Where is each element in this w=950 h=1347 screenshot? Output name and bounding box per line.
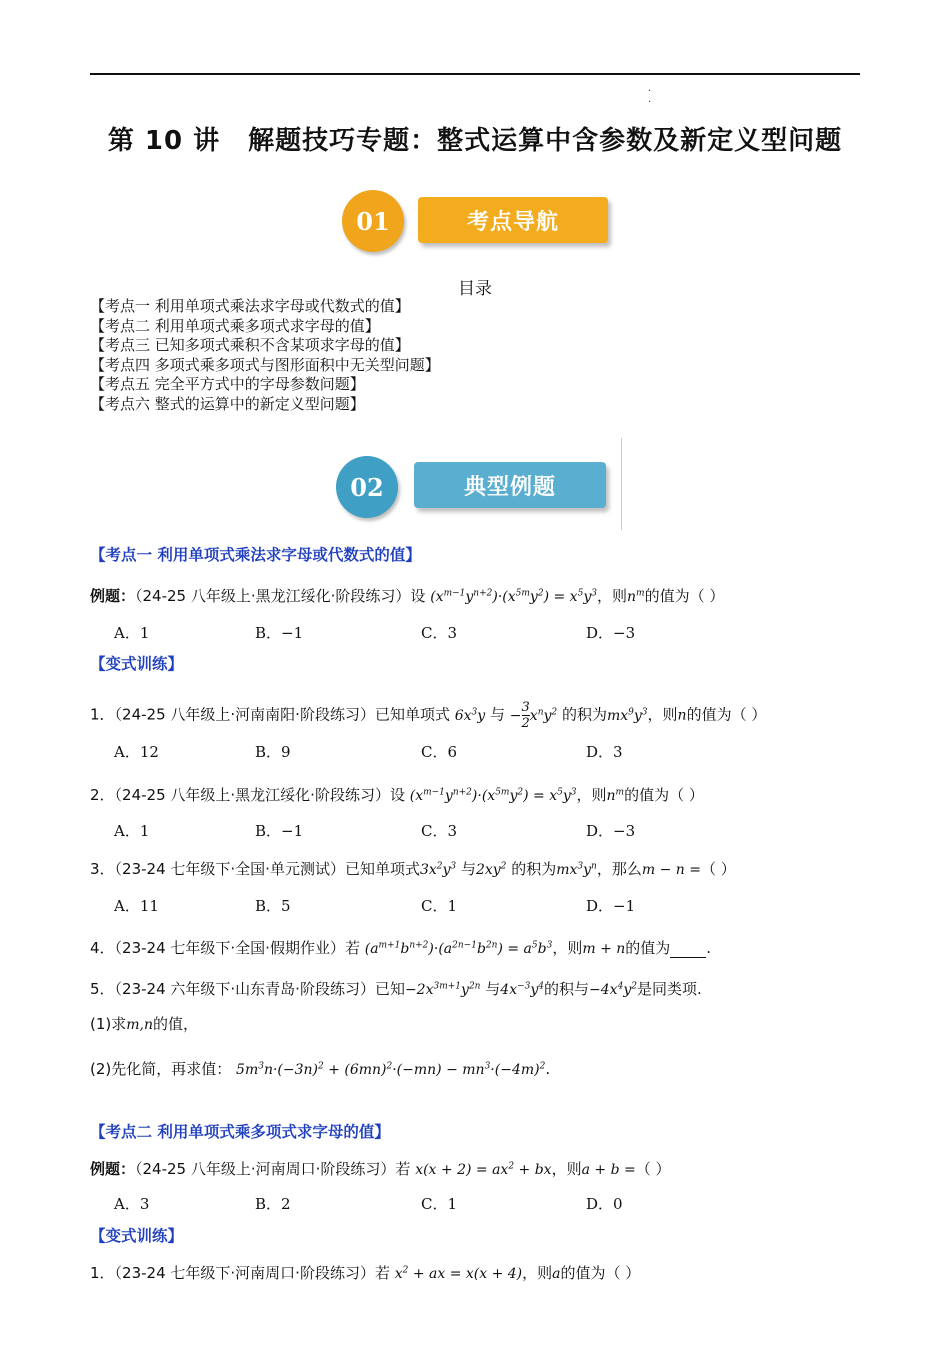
question-5 xyxy=(90,978,702,999)
math-expression: m + n xyxy=(582,941,626,957)
math-expression: $(a^{m+1}b^{n+2})\cdot(a^{2n-1}b^{2n}) = a^5b^3$ xyxy=(364,940,553,957)
math-expression: n xyxy=(677,707,687,724)
text-fragment: . xyxy=(706,939,712,957)
text-fragment: ，则 xyxy=(596,587,627,605)
option-a[interactable]: A．12 xyxy=(114,743,159,761)
text-fragment: 的值为（ ） xyxy=(624,786,704,804)
math-expression: a + b = xyxy=(581,1162,636,1178)
toc-item[interactable]: 【考点一 利用单项式乘法求字母或代数式的值】 xyxy=(90,297,410,315)
text-fragment: 的值为 xyxy=(625,939,671,957)
top-rule xyxy=(90,73,860,75)
option-d[interactable]: D．0 xyxy=(586,1195,623,1213)
math-expression: $n^m$ xyxy=(626,588,645,605)
toc-item[interactable]: 【考点五 完全平方式中的字母参数问题】 xyxy=(90,375,365,393)
option-c[interactable]: C．1 xyxy=(421,1195,458,1213)
math-expression: m − n = xyxy=(641,862,701,878)
toc-item[interactable]: 【考点四 多项式乘多项式与图形面积中无关型问题】 xyxy=(90,355,440,374)
page-title xyxy=(0,120,950,157)
math-expression: $3x^2y^3$ xyxy=(419,861,457,878)
option-b[interactable]: B．2 xyxy=(255,1195,291,1213)
math-expression: $mx^3y^n$ xyxy=(556,861,597,878)
option-a[interactable]: A．11 xyxy=(114,897,159,915)
question-number: 1． xyxy=(90,705,115,724)
practice-heading: 【变式训练】 xyxy=(90,655,184,673)
option-a[interactable]: A．3 xyxy=(114,1195,150,1213)
question-1 xyxy=(90,1262,640,1283)
section-1-heading: 【考点一 利用单项式乘法求字母或代数式的值】 xyxy=(90,546,421,564)
option-b[interactable]: B．−1 xyxy=(255,822,304,840)
option-c[interactable]: C．1 xyxy=(421,897,458,915)
math-expression: $4x^{-3}y^4$ xyxy=(500,981,545,998)
question-number: 2． xyxy=(90,786,115,804)
text-fragment: （24-25 八年级上·黑龙江绥化·阶段练习）设 xyxy=(114,786,405,804)
question-2 xyxy=(90,784,704,805)
toc-title: 目录 xyxy=(458,279,492,299)
example-1 xyxy=(90,585,724,606)
question-3 xyxy=(90,858,736,879)
option-a[interactable]: A．1 xyxy=(114,624,150,642)
question-5-part-2 xyxy=(90,1058,550,1079)
option-d[interactable]: D．3 xyxy=(586,743,623,761)
toc-item[interactable]: 【考点二 利用单项式乘多项式求字母的值】 xyxy=(90,316,380,335)
math-expression: $5m^3n\cdot(-3n)^2 + (6mn)^2\cdot(-mn) - mn^3\cdot(-4m)^2$ xyxy=(236,1061,546,1078)
question-1 xyxy=(90,700,766,731)
title-topic: 解题技巧专题：整式运算中含参数及新定义型问题 xyxy=(248,126,843,156)
math-expression: $mx^9y^3$ xyxy=(606,706,648,724)
text-fragment: 与 xyxy=(489,705,505,724)
math-expression: $-4x^4y^2$ xyxy=(589,981,637,998)
example-label: 例题： xyxy=(90,1160,136,1178)
example-source: （24-25 八年级上·河南周口·阶段练习）若 xyxy=(135,1160,411,1178)
math-expression: $(x^{m-1}y^{n+2})\cdot(x^{5m}y^2) = x^5y^3$ xyxy=(409,787,577,804)
math-expression: $-2x^{3m+1}y^{2n}$ xyxy=(404,981,481,998)
text-fragment: ，则 xyxy=(552,939,583,957)
table-of-contents xyxy=(90,297,440,414)
question-5-part-1 xyxy=(90,1013,198,1034)
math-expression: − $\frac{3}{2}$ $x^ny^2$ xyxy=(509,700,558,731)
text-fragment: 是同类项. xyxy=(636,980,702,998)
text-fragment: ，则 xyxy=(647,705,678,724)
option-c[interactable]: C．6 xyxy=(421,743,458,761)
question-number: 5． xyxy=(90,980,115,998)
text-fragment: ，那么 xyxy=(596,860,642,878)
math-expression: $2xy^2$ xyxy=(475,861,507,878)
option-c[interactable]: C．3 xyxy=(421,624,458,642)
text-fragment: 的积为 xyxy=(511,860,557,878)
example-label: 例题： xyxy=(90,587,136,605)
text-fragment: （23-24 七年级下·全国·假期作业）若 xyxy=(114,939,360,957)
question-number: 4． xyxy=(90,939,115,957)
option-b[interactable]: B．5 xyxy=(255,897,291,915)
math-expression: $(x^{m-1}y^{n+2})\cdot(x^{5m}y^2) = x^5y^3$ xyxy=(430,588,597,605)
banner-1-label: 考点导航 xyxy=(418,197,608,243)
option-b[interactable]: B．−1 xyxy=(255,624,304,642)
example-source: （24-25 八年级上·黑龙江绥化·阶段练习）设 xyxy=(135,587,426,605)
option-b[interactable]: B．9 xyxy=(255,743,291,761)
text-fragment: （23-24 七年级下·全国·单元测试）已知单项式 xyxy=(114,860,420,878)
practice-heading: 【变式训练】 xyxy=(90,1227,184,1245)
question-number: 1． xyxy=(90,1264,115,1282)
text-fragment: （ ） xyxy=(635,1160,671,1178)
text-fragment: （23-24 七年级下·河南周口·阶段练习）若 xyxy=(114,1264,390,1282)
toc-item[interactable]: 【考点六 整式的运算中的新定义型问题】 xyxy=(90,394,365,413)
text-fragment: 的积为 xyxy=(561,705,607,724)
answer-blank[interactable] xyxy=(670,943,706,958)
question-number: 3． xyxy=(90,860,115,878)
text-fragment: ，则 xyxy=(576,786,607,804)
text-fragment: ，则 xyxy=(551,1160,582,1178)
example-2 xyxy=(90,1158,671,1179)
text-fragment: 的积与 xyxy=(544,980,590,998)
text-fragment: （24-25 八年级上·河南南阳·阶段练习）已知单项式 xyxy=(114,705,450,724)
option-d[interactable]: D．−1 xyxy=(586,897,636,915)
vertical-rule xyxy=(621,438,622,530)
math-expression: $x^2$ + ax = x(x + 4) xyxy=(394,1265,523,1282)
text-fragment: 的值为（ ） xyxy=(560,1264,641,1282)
text-fragment: （ ） xyxy=(700,860,736,878)
text-fragment: . xyxy=(545,1060,551,1078)
text-fragment: 与 xyxy=(485,980,501,998)
text-fragment: 的值为（ ） xyxy=(686,705,767,724)
option-d[interactable]: D．−3 xyxy=(586,822,636,840)
question-4 xyxy=(90,937,711,958)
title-lecture-number: 第 10 讲 xyxy=(107,126,221,156)
text-fragment: ，则 xyxy=(522,1264,553,1282)
banner-2-number: 02 xyxy=(336,456,398,518)
text-fragment: 的值为（ ） xyxy=(644,587,725,605)
text-fragment: 与 xyxy=(460,860,476,878)
text-fragment: （23-24 六年级下·山东青岛·阶段练习）已知 xyxy=(114,980,405,998)
text-fragment: (2)先化简，再求值： xyxy=(90,1060,232,1078)
math-expression: $n^m$ xyxy=(606,787,625,804)
text-fragment: (1)求 xyxy=(90,1015,127,1033)
option-c[interactable]: C．3 xyxy=(421,822,458,840)
math-expression: $x(x + 2) = ax^2$ + bx xyxy=(415,1161,552,1178)
toc-item[interactable]: 【考点三 已知多项式乘积不含某项求字母的值】 xyxy=(90,336,410,354)
banner-2-label: 典型例题 xyxy=(414,462,606,508)
variable-a: a xyxy=(552,1266,561,1282)
text-fragment: 的值， xyxy=(153,1015,199,1033)
math-expression: $6x^3y$ xyxy=(454,706,486,724)
math-expression: m,n xyxy=(126,1017,153,1033)
option-d[interactable]: D．−3 xyxy=(586,624,636,642)
option-a[interactable]: A．1 xyxy=(114,822,150,840)
section-2-heading: 【考点二 利用单项式乘多项式求字母的值】 xyxy=(90,1123,390,1141)
banner-1-number: 01 xyxy=(342,190,404,252)
header-dots: · · xyxy=(648,86,652,108)
